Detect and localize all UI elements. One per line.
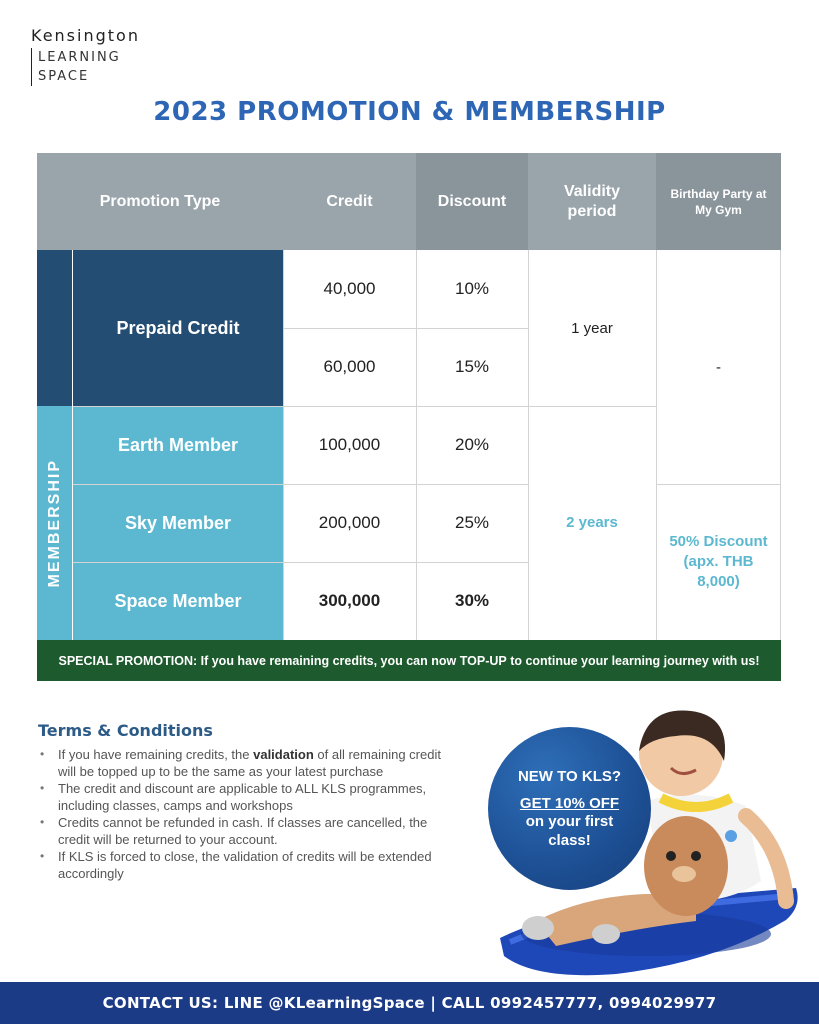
sky-member-label: Sky Member	[73, 484, 283, 562]
terms-list	[38, 746, 458, 882]
terms-item-1-bold: validation	[253, 747, 314, 762]
grid-line	[656, 484, 781, 485]
promotion-table	[37, 153, 781, 681]
logo-line-2: SPACE	[38, 69, 90, 84]
bubble-offer-link[interactable]: GET 10% OFF	[519, 794, 620, 812]
membership-side-strip	[37, 406, 72, 640]
sky-member-credit: 200,000	[283, 484, 416, 562]
terms-item	[38, 746, 458, 780]
space-member-credit: 300,000	[283, 562, 416, 640]
special-promotion-highlight: TOP-UP	[459, 653, 507, 668]
space-member-discount: 30%	[416, 562, 528, 640]
terms-item: • If KLS is forced to close, the validation of credits will be extended accordingly	[38, 848, 458, 882]
header-discount: Discount	[416, 153, 528, 250]
special-promotion-suffix: to continue your learning journey with us!	[506, 653, 760, 668]
terms-section	[38, 721, 458, 882]
grid-line	[528, 250, 529, 640]
logo-subtitle	[31, 48, 140, 86]
grid-line	[73, 406, 656, 407]
birthday-prepaid-value: -	[656, 250, 781, 484]
sky-member-discount: 25%	[416, 484, 528, 562]
prepaid-discount-1: 10%	[416, 250, 528, 328]
bubble-line-1: NEW TO KLS?	[517, 767, 622, 785]
special-promotion-prefix: SPECIAL PROMOTION: If you have remaining credits, you can now	[58, 653, 460, 668]
prepaid-credit-1: 40,000	[283, 250, 416, 328]
terms-item-1-part-a: If you have remaining credits, the	[58, 747, 254, 762]
logo-name: Kensington	[31, 26, 140, 45]
earth-member-discount: 20%	[416, 406, 528, 484]
special-promotion-bar	[37, 640, 781, 681]
members-validity: 2 years	[528, 406, 656, 640]
membership-side-label: MEMBERSHIP	[45, 458, 63, 588]
terms-item-1-part-c: of all remaining credit will be topped up to be the same as your latest purchase	[58, 747, 441, 779]
header-birthday: Birthday Party at My Gym	[656, 153, 781, 250]
contact-footer: CONTACT US: LINE @KLearningSpace | CALL 0992457777, 0994029977	[0, 982, 819, 1024]
grid-line	[416, 250, 417, 640]
new-customer-bubble	[488, 727, 651, 890]
logo	[31, 26, 140, 86]
prepaid-credit-2: 60,000	[283, 328, 416, 406]
grid-line	[73, 484, 528, 485]
header-credit: Credit	[283, 153, 416, 250]
earth-member-label: Earth Member	[73, 406, 283, 484]
terms-item: • Credits cannot be refunded in cash. If classes are cancelled, the credit will be returned to your account.	[38, 814, 458, 848]
bubble-line-3: on your first class!	[525, 812, 614, 849]
earth-member-credit: 100,000	[283, 406, 416, 484]
grid-line	[656, 250, 657, 640]
grid-line	[283, 250, 284, 640]
terms-heading: Terms & Conditions	[38, 721, 213, 740]
logo-line-1: LEARNING	[38, 50, 121, 65]
terms-item: • The credit and discount are applicable to ALL KLS programmes, including classes, camps and workshops	[38, 780, 458, 814]
grid-line	[283, 328, 528, 329]
header-validity: Validity period	[528, 153, 656, 250]
header-promotion-type: Promotion Type	[37, 153, 283, 250]
prepaid-side-strip	[37, 250, 72, 406]
prepaid-validity: 1 year	[528, 250, 656, 406]
grid-line	[780, 250, 781, 640]
grid-line	[73, 562, 528, 563]
prepaid-discount-2: 15%	[416, 328, 528, 406]
prepaid-credit-label: Prepaid Credit	[73, 250, 283, 406]
page-title: 2023 PROMOTION & MEMBERSHIP	[153, 97, 666, 127]
birthday-member-discount: 50% Discount (apx. THB 8,000)	[656, 484, 781, 640]
space-member-label: Space Member	[73, 562, 283, 640]
